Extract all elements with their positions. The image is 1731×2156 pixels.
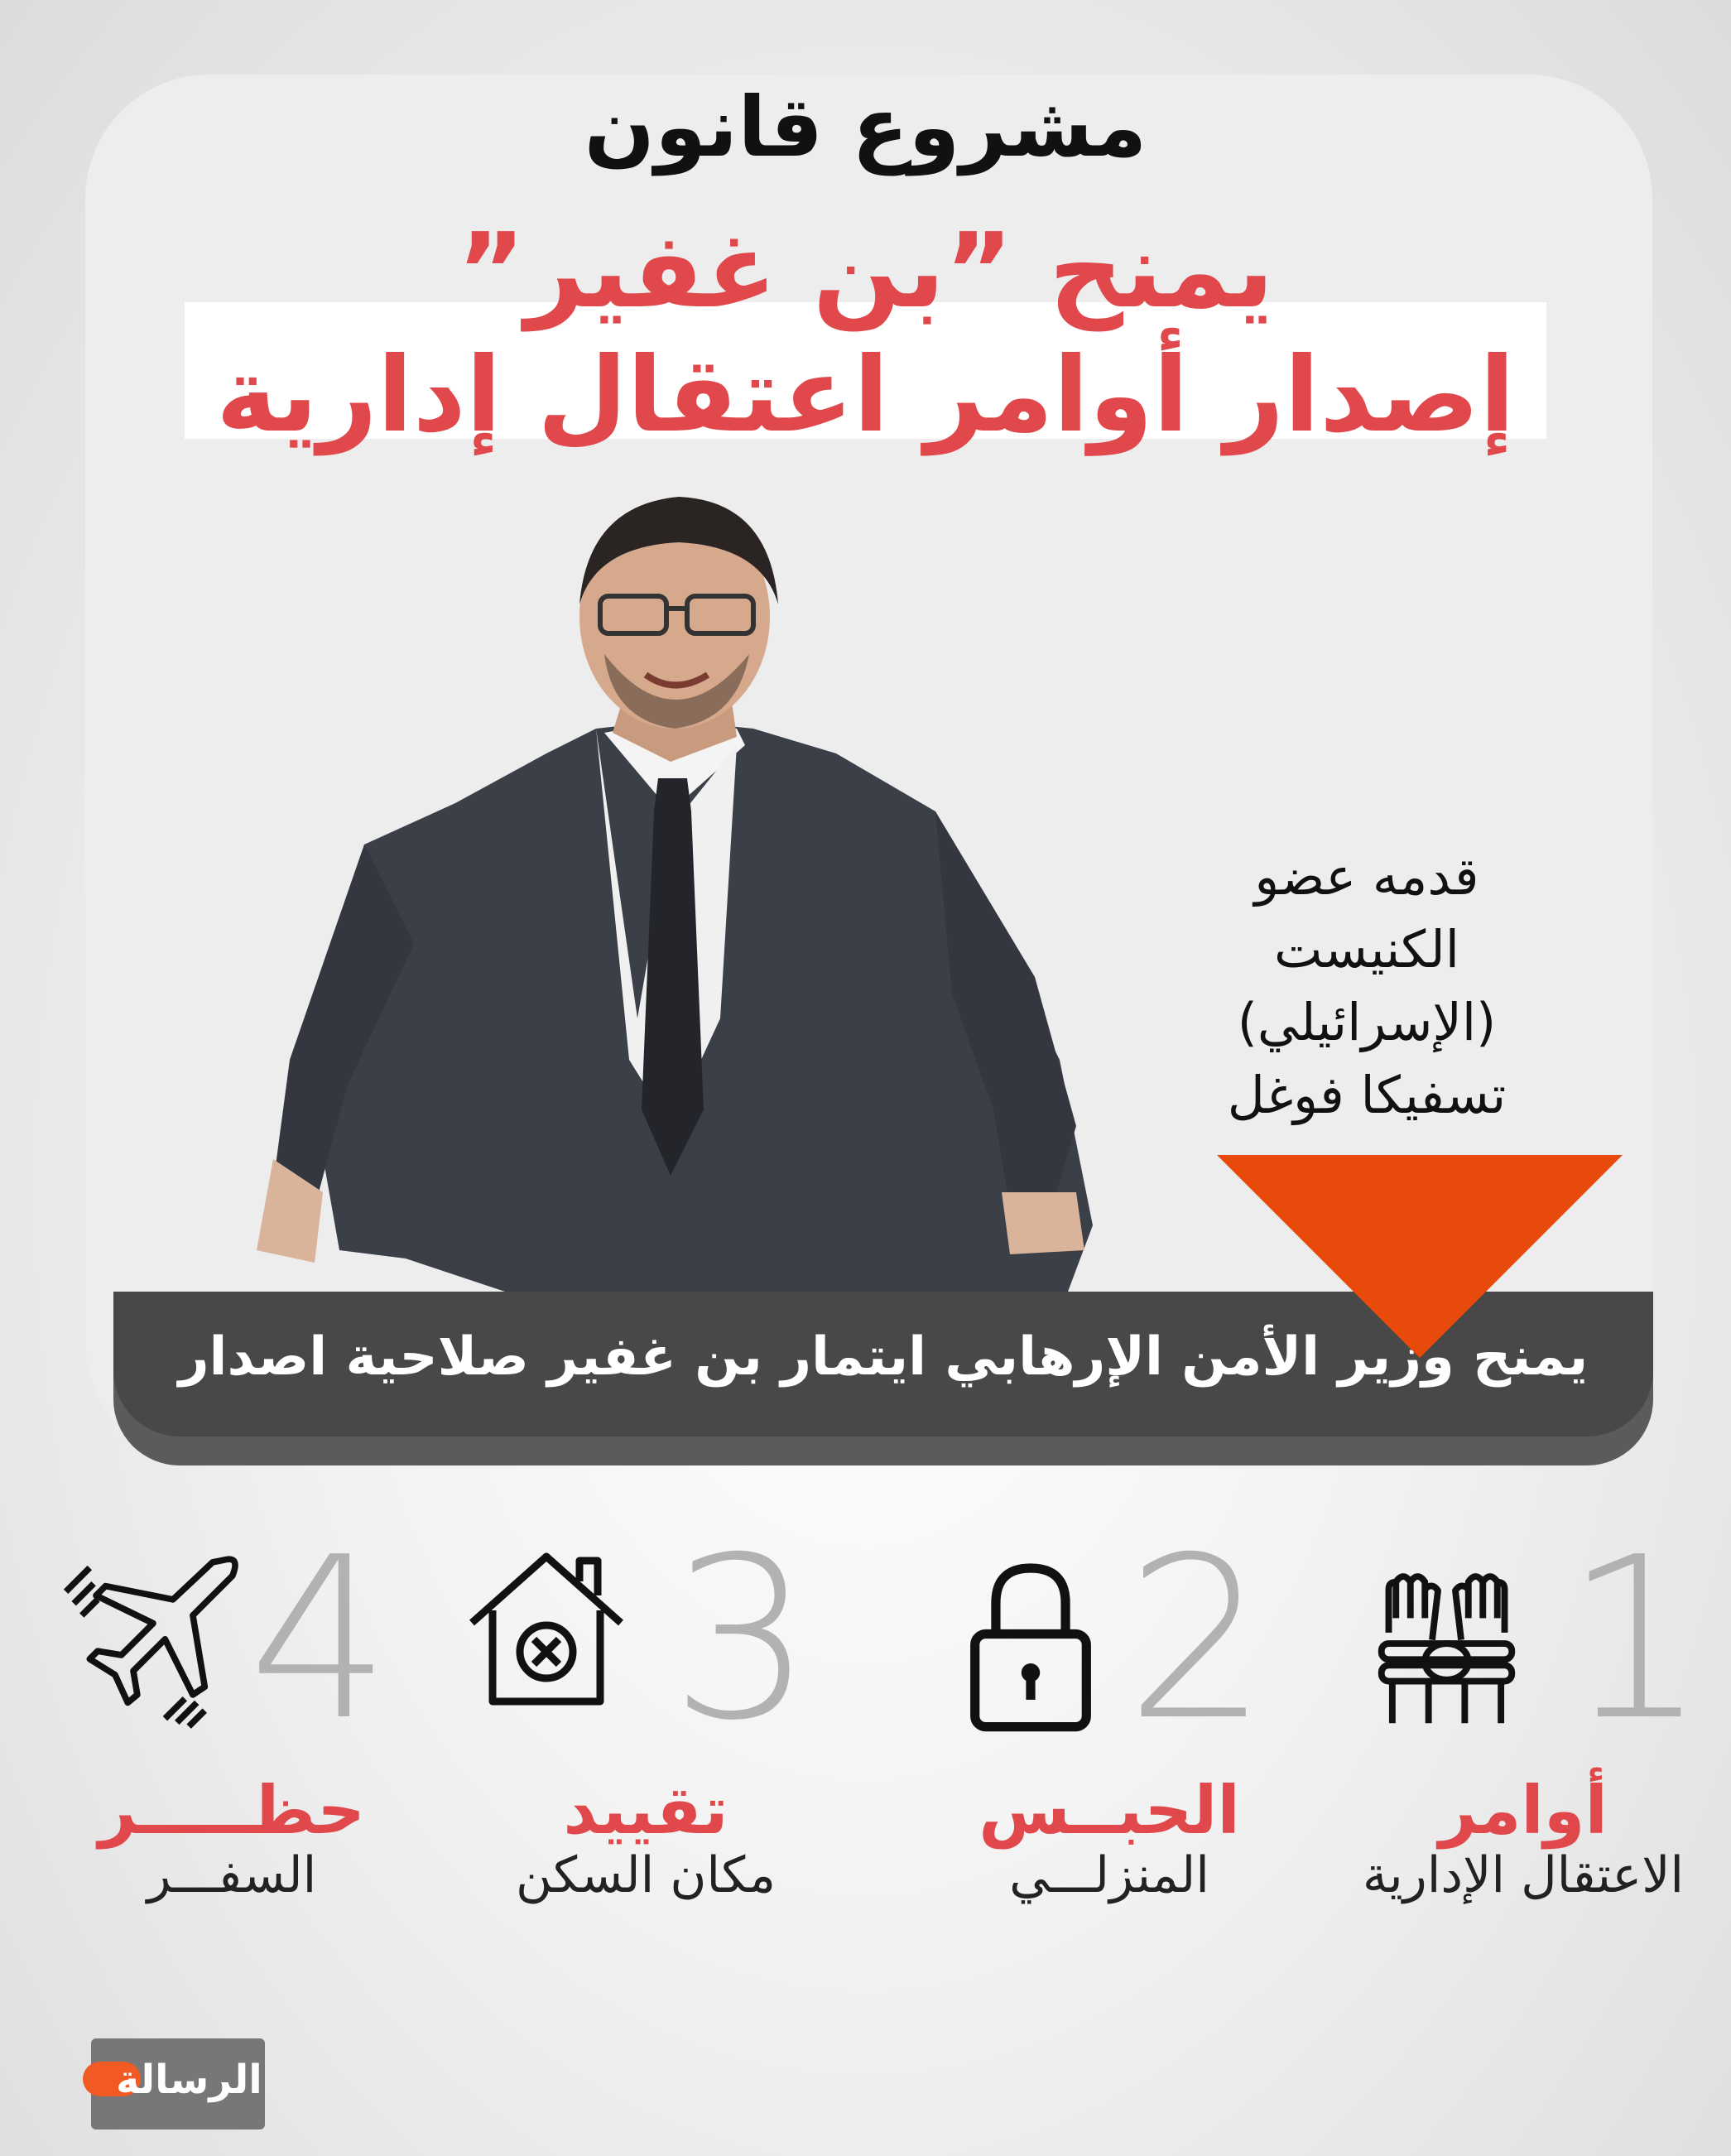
- item-title: تقييد: [563, 1772, 728, 1849]
- overline-title: مشروع قانون: [584, 79, 1147, 176]
- item-title: الحبــس: [978, 1772, 1240, 1849]
- proposer-line-3: (الإسرائيلي): [1237, 992, 1497, 1052]
- item-house-arrest: [927, 1509, 1291, 1913]
- logo-text: الرسالة: [116, 2057, 262, 2103]
- item-title: حظـــــر: [98, 1772, 366, 1849]
- item-subtitle: المنزلـــي: [1009, 1846, 1209, 1904]
- item-subtitle: الاعتقال الإدارية: [1362, 1846, 1685, 1904]
- item-travel-ban: [50, 1509, 414, 1913]
- airplane-icon: [58, 1540, 248, 1730]
- proposer-text: [1152, 840, 1582, 1132]
- proposer-line-2: الكنيست: [1274, 919, 1459, 979]
- headline-line-2: إصدار أوامر اعتقال إدارية: [216, 335, 1515, 455]
- item-subtitle: مكان السكن: [516, 1846, 776, 1904]
- down-arrow-triangle: [1217, 1155, 1623, 1358]
- house-x-icon: [464, 1544, 629, 1710]
- padlock-icon: [969, 1557, 1093, 1735]
- proposer-line-4: تسفيكا فوغل: [1227, 1065, 1507, 1125]
- item-residence-restriction: [464, 1509, 828, 1913]
- item-title: أوامر: [1439, 1772, 1608, 1849]
- item-subtitle: السفـــر: [147, 1846, 317, 1904]
- item-number: 4: [248, 1509, 391, 1769]
- bound-hands-icon: [1374, 1557, 1519, 1730]
- item-number: 1: [1565, 1509, 1707, 1769]
- grant-text: يمنح وزير الأمن الإرهابي ايتمار بن غفير صلاحية اصدار: [178, 1326, 1589, 1388]
- item-number: 2: [1126, 1509, 1268, 1769]
- item-number: 3: [671, 1509, 813, 1769]
- proposer-line-1: قدمه عضو: [1254, 846, 1479, 907]
- headline-line-1: يمنح ”بن غفير”: [457, 211, 1274, 331]
- item-administrative-detention: [1341, 1509, 1707, 1913]
- publisher-logo: [91, 2038, 265, 2130]
